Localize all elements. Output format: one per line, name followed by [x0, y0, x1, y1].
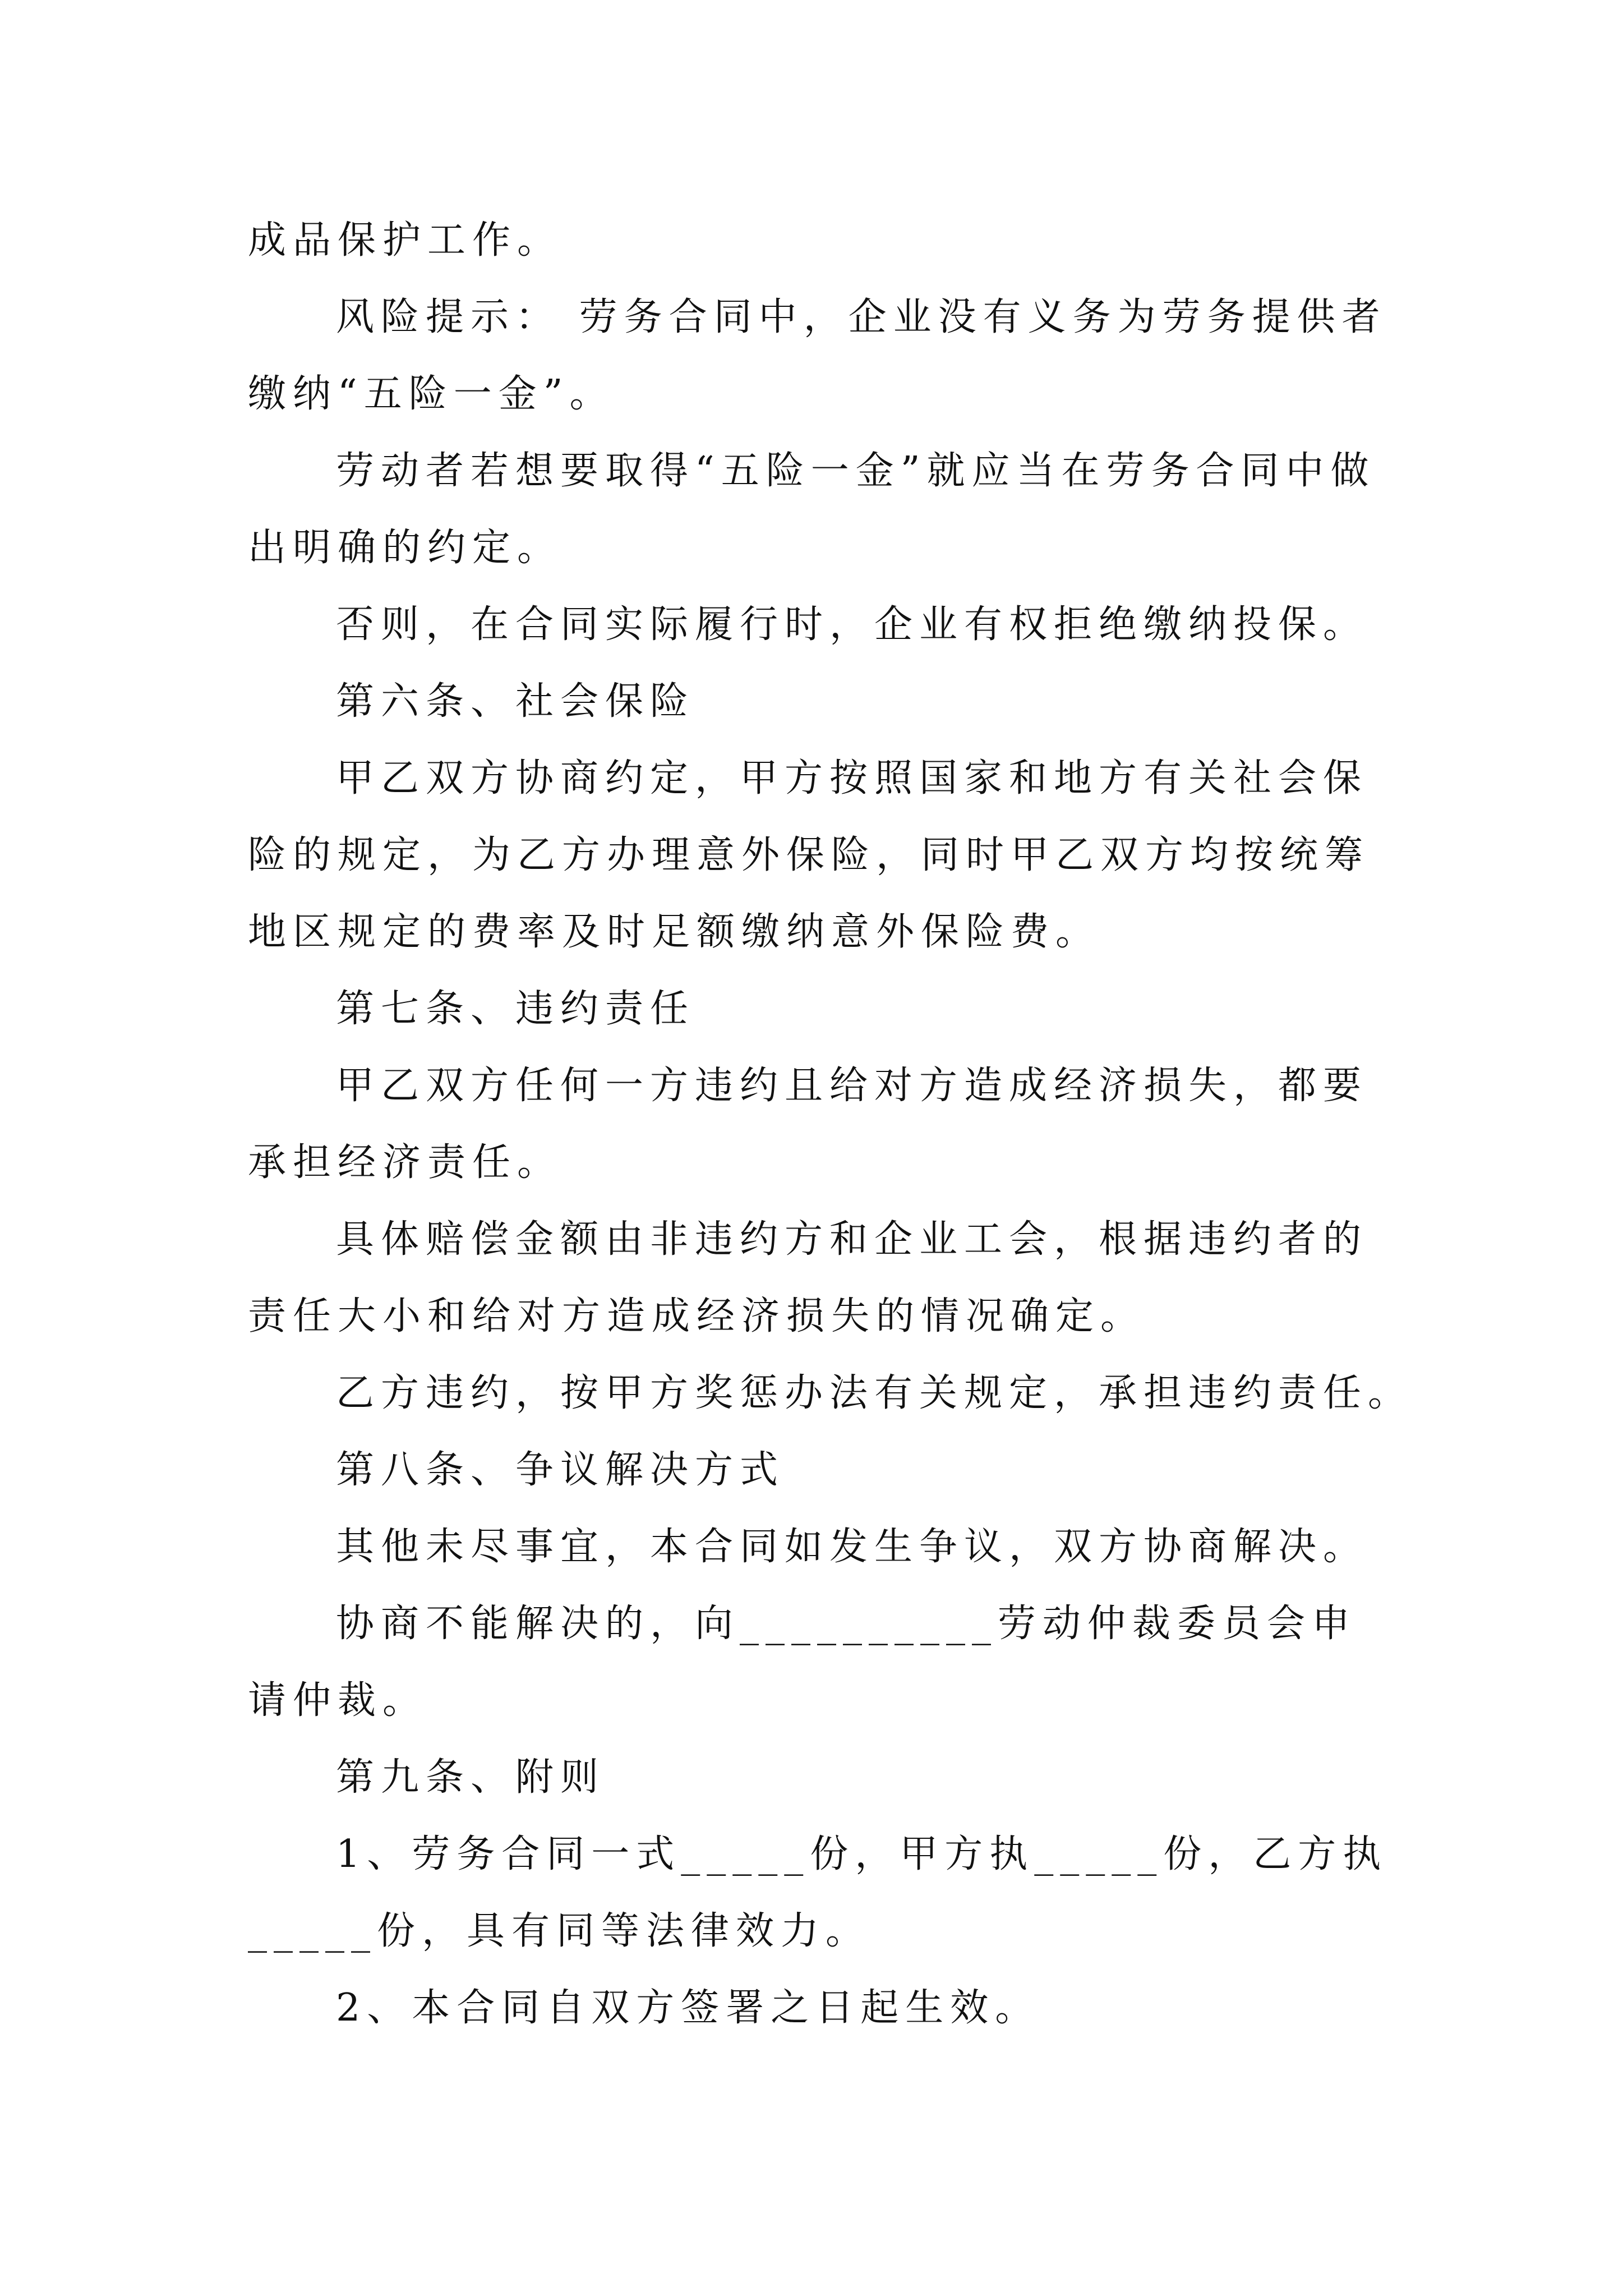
paragraph-8: 乙方违约，按甲方奖惩办法有关规定，承担违约责任。 [336, 1371, 1413, 1415]
paragraph-12: 2、本合同自双方签署之日起生效。 [336, 1986, 1040, 2030]
section-heading-9: 第九条、附则 [336, 1755, 606, 1800]
paragraph-3: 劳动者若想要取得“五险一金”就应当在劳务合同中做出明确的约定。 [248, 449, 1376, 570]
paragraph-5: 甲乙双方协商约定，甲方按照国家和地方有关社会保险的规定，为乙方办理意外保险，同时甲乙双方均按统筹地区规定的费率及时足额缴纳意外保险费。 [248, 756, 1370, 954]
section-heading-7: 第七条、违约责任 [336, 987, 695, 1031]
paragraph-4: 否则，在合同实际履行时，企业有权拒绝缴纳投保。 [336, 602, 1368, 647]
paragraph-7: 具体赔偿金额由非违约方和企业工会，根据违约者的责任大小和给对方造成经济损失的情况确定。 [248, 1217, 1368, 1338]
document-body [248, 202, 1413, 2046]
paragraph-9: 其他未尽事宜，本合同如发生争议，双方协商解决。 [336, 1525, 1368, 1569]
paragraph-1: 成品保护工作。 [248, 218, 562, 263]
section-heading-8: 第八条、争议解决方式 [336, 1448, 785, 1492]
paragraph-2: 风险提示： 劳务合同中，企业没有义务为劳务提供者缴纳“五险一金”。 [248, 295, 1387, 416]
paragraph-10: 协商不能解决的，向__________劳动仲裁委员会申请仲裁。 [248, 1602, 1357, 1723]
section-heading-6: 第六条、社会保险 [336, 679, 695, 724]
paragraph-11: 1、劳务合同一式_____份，甲方执_____份，乙方执_____份，具有同等法律效力。 [248, 1832, 1388, 1953]
paragraph-6: 甲乙双方任何一方违约且给对方造成经济损失，都要承担经济责任。 [248, 1064, 1368, 1185]
